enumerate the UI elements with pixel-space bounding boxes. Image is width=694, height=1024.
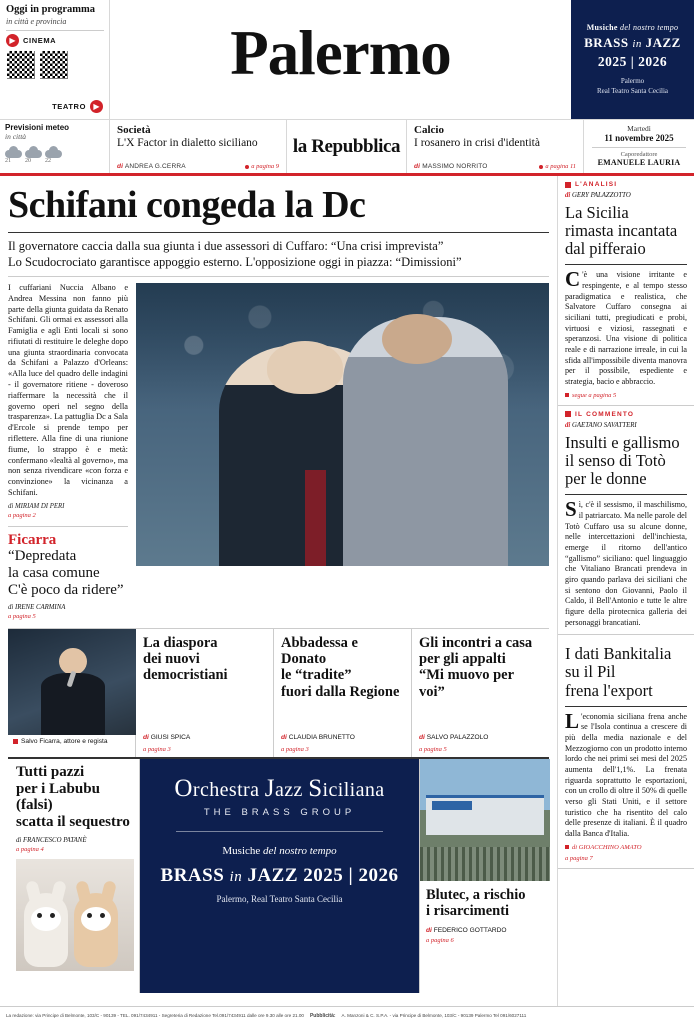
- ad-brass-in: in: [229, 868, 243, 885]
- lead-article-text: [8, 283, 128, 620]
- ficarra-photo-card: [8, 629, 136, 757]
- ad-venue: Palermo, Real Teatro Santa Cecilia: [216, 893, 343, 904]
- date-panel: [584, 120, 694, 173]
- byline-prefix: di: [565, 192, 571, 199]
- top-right-ad[interactable]: [571, 0, 694, 119]
- section-tag: [565, 411, 687, 418]
- repubblica-logo-text: la Repubblica: [292, 135, 401, 157]
- ad-years: 2025 | 2026: [597, 54, 668, 70]
- ad-years: 2025 | 2026: [303, 864, 399, 886]
- ad-j: J: [264, 774, 275, 802]
- ad-music-sub: del nostro tempo: [620, 23, 679, 33]
- eye-icon: [50, 913, 55, 918]
- square-icon: [565, 182, 571, 188]
- face-shape: [31, 907, 61, 931]
- page-reference[interactable]: [245, 163, 279, 170]
- right-column: [557, 176, 694, 1006]
- ad-orchestra-word: rchestra: [192, 778, 260, 801]
- eye-icon: [87, 913, 92, 918]
- lead-article-page[interactable]: a pagina 2: [8, 511, 36, 519]
- ficarra-photo: [8, 629, 136, 735]
- drop-cap: S: [565, 497, 577, 522]
- blutec-story[interactable]: [419, 759, 549, 993]
- repubblica-logo[interactable]: [287, 120, 407, 173]
- byline-prefix: di: [143, 733, 149, 741]
- nav-footer: [414, 163, 576, 170]
- divider: [6, 30, 104, 31]
- divider: [565, 494, 687, 495]
- eye-icon: [100, 913, 105, 918]
- cinema-label: CINEMA: [23, 35, 57, 45]
- weather-widget[interactable]: [0, 120, 110, 173]
- teatro-row[interactable]: [52, 100, 103, 113]
- drop-cap: C: [565, 267, 581, 292]
- photo-caption: Salvo Ficarra, attore e regista: [21, 737, 108, 745]
- divider: [8, 276, 549, 277]
- bullet-icon: [245, 165, 249, 169]
- ear-icon: [25, 880, 43, 908]
- weather-temp: 21: [5, 158, 11, 164]
- headline-line2: su il Pil: [565, 662, 616, 682]
- labubu-title-line1: Tutti pazzi: [16, 763, 85, 780]
- divider: [592, 147, 686, 148]
- byline-name: di GIOACCHINO AMATO: [572, 843, 642, 851]
- ad-venue-theatre: Real Teatro Santa Cecilia: [596, 86, 669, 95]
- ad-subtitle: THE BRASS GROUP: [203, 806, 356, 818]
- face-shape: [81, 907, 111, 931]
- byline-prefix: di: [414, 163, 421, 170]
- bottom-band: [8, 757, 549, 993]
- photo-head: [267, 341, 343, 394]
- headline-line3: dal pifferaio: [565, 239, 646, 259]
- photo-figure-right: [343, 317, 508, 566]
- masthead-area: [110, 0, 571, 119]
- photo-tie: [305, 470, 326, 566]
- ficarra-headline: [8, 532, 128, 599]
- article-headline: [565, 645, 687, 699]
- lead-article-byline: di MIRIAM DI PERI: [8, 502, 65, 510]
- ad-music-line: [150, 845, 409, 857]
- photo-body: [41, 673, 105, 734]
- weather-temp: 20: [25, 158, 31, 164]
- byline: [117, 163, 186, 170]
- weather-icons: [5, 146, 104, 164]
- ad-brass-line: [577, 35, 688, 51]
- ad-venue: [577, 77, 688, 95]
- blutec-photo: [420, 759, 550, 881]
- blutec-title-line2: i risarcimenti: [426, 903, 510, 920]
- byline-prefix: di: [419, 733, 425, 741]
- byline-name: FEDERICO GOTTARDO: [433, 927, 507, 935]
- body-wrap: [0, 176, 694, 1006]
- byline-name: GIUSI SPICA: [150, 733, 191, 741]
- ad-music-sub: del nostro tempo: [263, 844, 337, 857]
- headline-line1: Insulti e gallismo: [565, 432, 680, 452]
- nav-headline: I rosanero in crisi d'identità: [414, 137, 540, 149]
- kicker: Calcio: [414, 124, 444, 136]
- labubu-title-line3: scatta il sequestro: [16, 814, 130, 831]
- byline: [565, 844, 687, 851]
- divider: [565, 264, 687, 265]
- labubu-page[interactable]: a pagina 4: [16, 846, 44, 853]
- kicker: Società: [117, 124, 151, 136]
- card-title-line2: dei nuovi: [143, 651, 200, 668]
- program-panel: [0, 0, 110, 119]
- section-navbar: [0, 120, 694, 176]
- top-strip: [0, 0, 694, 120]
- byline: [565, 192, 687, 199]
- card-title: [419, 635, 542, 700]
- lead-photo: [136, 283, 549, 566]
- headline-line1: La Sicilia: [565, 203, 629, 222]
- fence-shape: [420, 847, 550, 881]
- card-title-line1: Abbadessa e Donato: [281, 634, 358, 668]
- ficarra-page[interactable]: a pagina 5: [8, 612, 36, 620]
- divider: [176, 831, 383, 832]
- labubu-title-line2: per i Labubu (falsi): [16, 780, 100, 814]
- byline-prefix: di: [281, 733, 287, 741]
- card-title-line1: La diaspora: [143, 634, 218, 651]
- page-reference-label: a pagina 9: [251, 163, 279, 170]
- article-body: [565, 267, 687, 387]
- card-abbadessa[interactable]: [274, 629, 412, 757]
- blutec-page[interactable]: a pagina 6: [426, 937, 454, 945]
- article-headline: [565, 204, 687, 258]
- weather-temp: 22: [45, 158, 51, 164]
- ficarra-quote-2: la casa comune: [8, 565, 100, 582]
- bullet-icon: [539, 165, 543, 169]
- square-icon: [565, 411, 571, 417]
- qr-codes[interactable]: [6, 50, 104, 80]
- main-subheadline-line2: Lo Scudocrociato garantisce appoggio esterno. L'opposizione oggi in piazza: “Dimissioni”: [8, 255, 462, 269]
- date-day: Martedì: [627, 124, 651, 133]
- ad-brass: BRASS: [584, 35, 629, 51]
- page-footer: [0, 1006, 694, 1024]
- labubu-toy: [74, 893, 118, 967]
- square-icon: [565, 845, 569, 849]
- page-reference[interactable]: [539, 163, 576, 170]
- ad-jazz-word: azz: [274, 778, 303, 801]
- photo-caption-row: [8, 735, 135, 745]
- analysis-article[interactable]: [558, 176, 694, 406]
- card-incontri[interactable]: [412, 629, 549, 757]
- ad-s: S: [308, 774, 323, 802]
- article-body-text: ì, c'è il sessismo, il maschilismo, il patriarcato. Ma nelle parole del Totò Cuffaro usa su alcune donne, nelle intercettazioni dell'inchiesta, emerge il ritorno dell'antico “gallismo” siciliano: quel linguaggio che Vitaliano Brancati prendeva in giro quando parlava dei siciliani che si sentono don Giovanni, Paolo il Caldo, il Bell'Antonio e tutte le altre figure della pirotecnica galleria dei personaggi brancatiani.: [565, 500, 687, 627]
- byline: [414, 163, 488, 170]
- byline-name: GAETANO SAVATTERI: [572, 421, 637, 429]
- play-icon: ▶: [6, 34, 19, 47]
- article-body: [565, 497, 687, 628]
- play-icon: ▶: [90, 100, 103, 113]
- bullet-icon: [13, 739, 18, 744]
- bankitalia-article[interactable]: [558, 635, 694, 868]
- blutec-title: [426, 887, 543, 919]
- editor-name: EMANUELE LAURIA: [597, 158, 681, 167]
- cloud-icon: [5, 146, 22, 158]
- program-title: Oggi in programma: [6, 4, 96, 15]
- sign-shape: [432, 801, 472, 810]
- square-icon: [565, 393, 569, 397]
- nav-footer: [117, 163, 279, 170]
- card-title-line3: democristiani: [143, 667, 228, 684]
- main-subheadline-line1: Il governatore caccia dalla sua giunta i due assessori di Cuffaro: “Una crisi imprevista”: [8, 239, 444, 253]
- weather-item: [25, 146, 42, 164]
- article-body-text: 'è una visione irritante e respingente, e al tempo stesso paradigmatica e realistica, che Salvatore Cuffaro consegna ai siciliani tutti, pregiudicati e probi, virtuosi e viziosi, rassegnati e speranzosi. Una visione di politica reale e di narrazione irreale, in cui la sfida all'impossibile diventa manovra per il possibile, espediente e strategia, bacio e abbraccio.: [565, 270, 687, 387]
- card-title-line2: le “tradite”: [281, 667, 352, 684]
- card-page[interactable]: a pagina 3: [281, 745, 309, 753]
- ad-music-word: Musiche: [586, 23, 618, 33]
- weather-item: [5, 146, 22, 164]
- divider: [565, 706, 687, 707]
- byline-name: CLAUDIA BRUNETTO: [288, 733, 355, 741]
- section-tag-label: L'ANALISI: [575, 181, 618, 188]
- ear-icon: [99, 880, 117, 908]
- nav-headline: L'X Factor in dialetto siciliano: [117, 137, 258, 149]
- page-reference-label: a pagina 11: [545, 163, 576, 170]
- card-title-line3: fuori dalla Regione: [281, 683, 400, 700]
- ad-brass-jazz-line: [150, 865, 409, 887]
- weather-subtitle: in città: [5, 132, 27, 141]
- byline-prefix: di: [565, 421, 571, 429]
- card-diaspora[interactable]: [136, 629, 274, 757]
- weather-item: [45, 146, 62, 164]
- lead-article-row: [8, 283, 549, 620]
- weather-title: Previsioni meteo: [5, 123, 70, 132]
- qr-code-icon[interactable]: [6, 50, 36, 80]
- byline-prefix: di: [117, 163, 124, 170]
- main-column: [0, 176, 557, 1006]
- ad-orchestra-title: [150, 775, 409, 803]
- comment-article[interactable]: [558, 406, 694, 635]
- article-body-text: 'economia siciliana frena anche se l'Isola continua a crescere di più della media nazionale e del Mezzogiorno con un prodotto interno lordo che nei primi sei mesi del 2025 aumenta dell'1,1%. La frenata riguarda soprattutto le esportazioni, con un crollo di oltre il 50% di quelle verso gli Stati Uniti, e il settore turistico che ha risentito del calo delle presenze di italiani. È il quadro dalla Banca d'Italia.: [565, 711, 687, 839]
- headline-line3: frena l'export: [565, 680, 653, 700]
- footer-right: A. Manzoni & C. S.P.A. - via Principe di Belmonte, 103/C - 90139 Palermo Tel 091/6027111: [341, 1013, 527, 1018]
- card-byline: [143, 734, 190, 741]
- card-byline: [281, 734, 355, 741]
- card-title: [281, 635, 404, 700]
- card-page[interactable]: a pagina 3: [143, 745, 171, 753]
- labubu-toy: [24, 893, 68, 967]
- blutec-title-line1: Blutec, a rischio: [426, 886, 526, 903]
- nav-story-calcio[interactable]: [407, 120, 584, 173]
- article-body: [565, 708, 687, 840]
- ad-music-line: [577, 23, 688, 32]
- headline-line2: il senso di Totò: [565, 450, 666, 470]
- byline-prefix: di: [426, 927, 432, 935]
- teatro-label: TEATRO: [52, 102, 86, 111]
- page-reference[interactable]: [565, 855, 687, 862]
- card-title-line2: per gli appalti: [419, 651, 506, 668]
- card-page[interactable]: a pagina 5: [419, 745, 447, 753]
- card-title-line1: Gli incontri a casa: [419, 634, 533, 651]
- blutec-byline: [426, 927, 543, 934]
- page-reference-label: a pagina 7: [565, 854, 593, 862]
- headline-line2: rimasta incantata: [565, 221, 678, 241]
- article-headline: [565, 434, 687, 488]
- ad-brass-jazz: JAZZ: [645, 35, 681, 51]
- main-subheadline: [8, 233, 549, 276]
- footer-ads-label: Pubblicità:: [309, 1012, 336, 1019]
- lead-article-body: I cuffariani Nuccia Albano e Andrea Messina non fanno più parte della giunta guidata da Renato Schifani. Gli ormai ex assessori alla Famiglia e agli Enti locali si sono rifiutati di restituire le deleghe dopo una giunta straordinaria convocata da Schifani a Palazzo d'Orleans: «Alla luce del quadro delle indagini - il governatore ritiene - doveroso riaffermare la necessità che il governo operi nel segno della trasparenza». La pattuglia Dc a Sala d'Ercole si prende tempo per riflettere. Alla fine di una riunione fiume, lo strappo è e metà: confermano «lealtà al governo», ma non senza rivendicare «con forza e convinzione» la vicinanza a Schifani.: [8, 283, 128, 497]
- photo-head: [382, 314, 451, 364]
- labubu-title: [16, 764, 133, 831]
- byline: [565, 422, 687, 429]
- card-title: [143, 635, 266, 684]
- brass-group-ad[interactable]: [140, 759, 419, 993]
- drop-cap: L: [565, 708, 580, 733]
- eye-icon: [37, 913, 42, 918]
- editor-role: Caporedattore: [620, 151, 658, 158]
- ficarra-quote-3: C'è poco da ridere”: [8, 582, 124, 599]
- byline-name: ANDREA G.CERRA: [124, 163, 186, 170]
- program-subtitle: in città e provincia: [6, 16, 67, 26]
- nav-story-societa[interactable]: [110, 120, 287, 173]
- ficarra-quote-1: “Depredata: [8, 548, 77, 565]
- card-byline: [419, 734, 488, 741]
- section-tag: [565, 181, 687, 188]
- qr-code-icon[interactable]: [39, 50, 69, 80]
- ficarra-teaser[interactable]: [8, 526, 128, 620]
- section-tag-label: IL COMMENTO: [575, 410, 635, 418]
- card-title-line3: “Mi muovo per voi”: [419, 667, 514, 700]
- cloud-icon: [45, 146, 62, 158]
- cinema-row[interactable]: [6, 34, 104, 47]
- byline-name: MASSIMO NORRITO: [422, 163, 488, 170]
- headline-line1: I dati Bankitalia: [565, 644, 672, 664]
- masthead-title: Palermo: [230, 18, 451, 88]
- main-headline: Schifani congeda la Dc: [8, 184, 366, 226]
- continue-link[interactable]: [565, 392, 687, 399]
- ad-siciliana-word: iciliana: [322, 778, 385, 801]
- ad-brass-in: in: [632, 38, 642, 51]
- ad-venue-city: Palermo: [620, 77, 645, 86]
- ad-brass: BRASS: [160, 864, 225, 886]
- ear-icon: [75, 880, 93, 908]
- headline-line3: per le donne: [565, 469, 647, 489]
- continue-label: segue a pagina 5: [572, 391, 617, 399]
- date-full: 11 novembre 2025: [604, 133, 674, 143]
- cloud-icon: [25, 146, 42, 158]
- ad-music-word: Musiche: [222, 844, 261, 857]
- secondary-cards-row: [8, 628, 549, 757]
- ficarra-name: Ficarra: [8, 531, 57, 548]
- labubu-story[interactable]: [8, 759, 140, 993]
- labubu-photo: [16, 859, 134, 971]
- footer-left: La redazione: via Principe di Belmonte, 103/C - 90139 - TEL. 091/7434911 - Segreteria di Redazione Tel.091/7434911 dalle ore 9.30 alle ore 21.00: [6, 1013, 304, 1018]
- ear-icon: [49, 880, 67, 908]
- ficarra-byline: di IRENE CARMINA: [8, 603, 66, 611]
- ad-brass-jazz: JAZZ: [247, 864, 299, 886]
- byline-name: SALVO PALAZZOLO: [426, 733, 489, 741]
- labubu-byline: di FRANCESCO PATANÈ: [16, 837, 87, 844]
- ad-o: O: [174, 774, 193, 802]
- byline-name: GERY PALAZZOTTO: [572, 192, 631, 199]
